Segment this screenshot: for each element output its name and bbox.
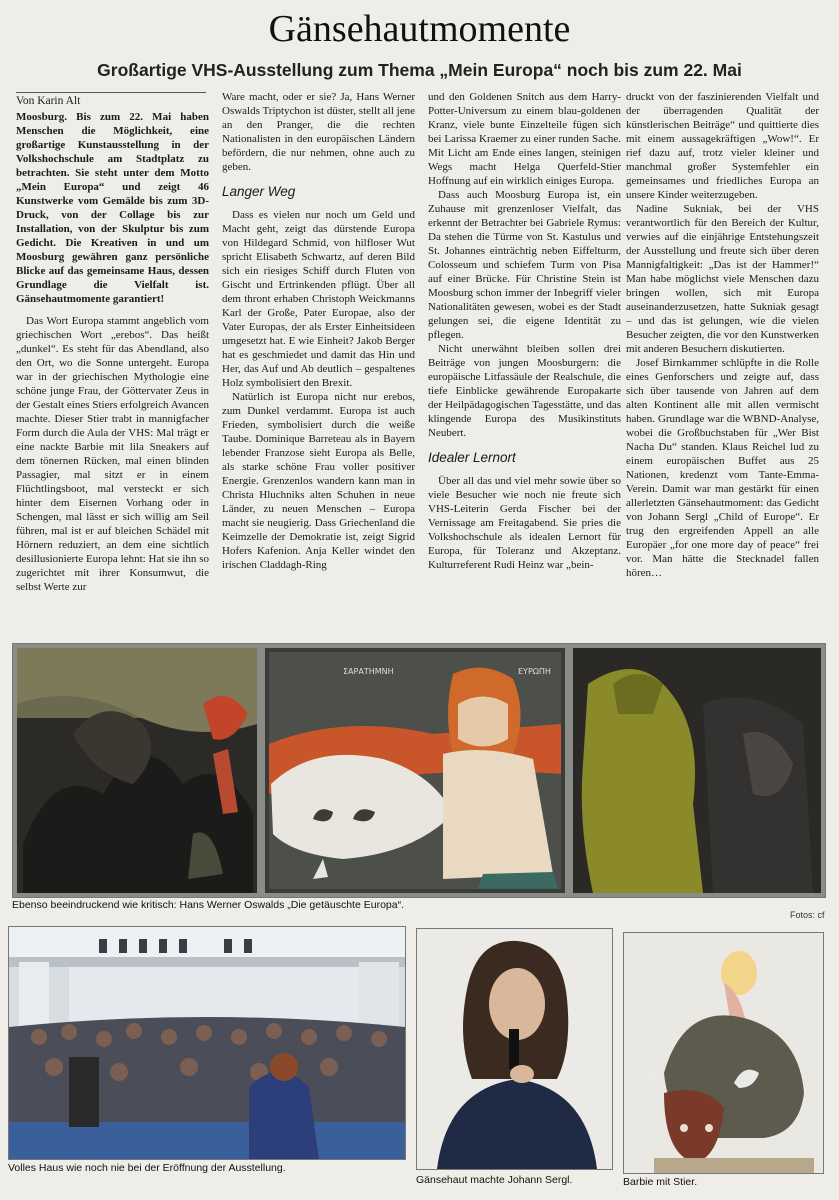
article-paragraph: Dass es vielen nur noch um Geld und Macht geht, zeigt das dürstende Europa von Hildegard Schmid, von hilfloser Wut spricht Elisabeth Schwartz, auf deren Bild sich ein riesiges Schiff durch Fluten von Gischt und Ertrinkenden pflügt. Über all dem thront erhaben Christoph Weickmanns Karl der Große, Pater Europae, also der Vater Europas, der als Erster Einheitsideen umgesetzt hat. E wie Einheit? Jakob Berger hat es geschmiedet und damit das Hin und Her, das Auf und Ab deutlich – gespaltenes Holz symbolisiert den Brexit. xyxy=(222,209,415,389)
photo-credit: Fotos: cf xyxy=(790,910,825,920)
article-paragraph: Natürlich ist Europa nicht nur erebos, zum Dunkel verdammt. Europa ist auch Frieden, symbolisiert durch die weiße Taube. Dominique Barreteau als in Bayern lebender Franzose sieht Europa als Belle, als starke schöne Frau voller positiver Energie. Grenzenlos wandern kann man in Christa Hluchniks alten Schuhen in neue Länder, zu neuen Menschen – Europa macht sie neugierig. Dass Griechenland die Keimzelle der Demokratie ist, zeigt Sigrid Hofers Kafenion. Anja Keller windet den irischen Claddagh-Ring xyxy=(222,391,415,571)
sculpture-illustration xyxy=(624,933,823,1173)
article-paragraph: Nadine Sukniak, bei der VHS verantwortlich für den Bereich der Kultur, verwies auf die einjährige Entstehungszeit der Ausstellung und freute sich über deren Mannigfaltigkeit: „Das ist der Hammer!“ Man habe möglichst viele Menschen dazu bringen wollen, sich mit Europa auseinanderzusetzen, hatte Sukniak gesagt – und das ist gelungen, wie die vielen Besucher zeigten, die vor den Kunstwerken mit anderen Besuchern diskutierten. xyxy=(626,203,819,355)
byline: Von Karin Alt xyxy=(16,95,81,107)
headline: Gänsehautmomente xyxy=(268,8,571,50)
crowd-illustration xyxy=(9,927,405,1159)
triptych-inscription-right: ΕΥΡΩΠΗ xyxy=(518,667,551,676)
subheading-idealer-lernort: Idealer Lernort xyxy=(428,450,516,465)
triptych-inscription-left: ΣΑΡΑΤΗΜΝΗ xyxy=(343,667,394,676)
article-paragraph: Nicht unerwähnt bleiben sollen drei Beiträge von jungen Moosburgern: die europäische Litfassäule der Realschule, die tiefe Einblicke gewährende Europakarte der Heilpädagogischen Tagesstätte, und das klingende Europa des Musikinstituts Neubert. xyxy=(428,343,621,439)
caption-crowd: Volles Haus wie noch nie bei der Eröffnung der Ausstellung. xyxy=(8,1162,286,1174)
subheadline: Großartige VHS-Ausstellung zum Thema „Mein Europa“ noch bis zum 22. Mai xyxy=(97,60,742,80)
article-column-2 xyxy=(222,90,415,630)
article-paragraph: Ware macht, oder er sie? Ja, Hans Werner Oswalds Triptychon ist düster, stellt all jene an den Pranger, die die rechten Nationalisten in den europäischen Ländern befördern, die nur nehmen, ohne auch zu geben. xyxy=(222,91,415,173)
speaker-illustration xyxy=(417,929,612,1169)
article-column-4 xyxy=(626,90,819,630)
caption-speaker: Gänsehaut machte Johann Sergl. xyxy=(416,1174,573,1186)
crowd-photo xyxy=(8,926,406,1160)
triptych-illustration xyxy=(13,644,825,897)
article-paragraph: Das Wort Europa stammt angeblich vom griechischen Wort „erebos“. Das heißt „dunkel“. Es steht für das Abendland, also den Ort, wo die Sonne untergeht. Europa war in der griechischen Mythologie eine schöne junge Frau, der Göttervater Zeus in der Gestalt eines Stiers erfolgreich Avancen machte. Dieser Stier trabt in mannigfacher Form durch die Aula der VHS: Mal trägt er eine nackte Barbie mit lila Sneakers auf dem tönernen Rücken, mal einen blinden Passagier, mal sitzt er in einem Flüchtlingsboot, mal versteckt er sich hinter dem Eisernen Vorhang oder in Schengen, mal lässt er sich willig am Seil führen, mal ist er auf bleichen Schädel mit Hörnern reduziert, an dem eine sichtlich desillusionierte Europa lehnt: Hat sie ihn so zugerichtet mit ihrer Konsumwut, die selbst Werte zur xyxy=(16,315,209,593)
triptych-photo xyxy=(12,643,826,898)
article-lead: Moosburg. Bis zum 22. Mai haben Menschen die Möglichkeit, eine großartige Kunstausstellung in der Volkshochschule am Stadtplatz zu betrachten. Sie steht unter dem Motto „Mein Europa“ und zeigt 46 Kunstwerke vom Gemälde bis zum 3D-Druck, von der Collage bis zur Installation, von der Skulptur bis zum Gedicht. Die Kreativen in und um Moosburg gewähren ganz persönliche Blicke auf das gemeinsame Haus, dessen Grundlage die Vielfalt ist. Gänsehautmomente garantiert! xyxy=(16,111,209,305)
article-paragraph: Über all das und viel mehr sowie über so viele Besucher wie noch nie freute sich VHS-Leiterin Gerda Fischer bei der Vernissage am Freitagabend. Sie pries die Volkshochschule als idealen Lernort für Europa, für Toleranz und Akzeptanz. Kulturreferent Rudi Heinz war „bein- xyxy=(428,475,621,571)
sculpture-photo xyxy=(623,932,824,1174)
subheading-langer-weg: Langer Weg xyxy=(222,184,296,199)
article-column-1 xyxy=(16,110,209,630)
speaker-photo xyxy=(416,928,613,1170)
caption-triptych: Ebenso beeindruckend wie kritisch: Hans Werner Oswalds „Die getäuschte Europa“. xyxy=(12,899,404,911)
byline-divider xyxy=(16,92,206,93)
article-paragraph: Josef Birnkammer schlüpfte in die Rolle eines Genforschers und zeigte auf, dass sich über tausende von Jahren auf dem alten Kontinent alle mit allen vermischt haben. Grundlage war die WBND-Analyse, wobei die Großbuchstaben für „Wer Bist Nacha Du“ standen. Klaus Reichel lud zu einem europäischen Buffet aus 25 Nationen, kredenzt vom Tante-Emma-Verein. Damit war man gestärkt für einen allerletzten Gänsehautmoment: das Gedicht von Johann Sergl „Child of Europe“. Er trug den ergreifenden Appell an alle Europäer „for one more day of peace“ frei vor. Man hätte die Stecknadel fallen hören… xyxy=(626,357,819,579)
article-paragraph: druckt von der faszinierenden Vielfalt und der überragenden Qualität der künstlerischen Beiträge“ und quittierte dies mit einem aussagekräftigen „Wow!“. Er rief dazu auf, trotz vieler kleiner und manchmal großer Systemfehler ein gemeinsames und friedliches Europa an unsere Kinder weiterzugeben. xyxy=(626,91,819,201)
article-paragraph: und den Goldenen Snitch aus dem Harry-Potter-Universum zu einem blau-goldenen Kranz, viele bunte Einzelteile fügen sich bei Larissa Kraemer zu einer runden Sache. Mit Licht am Ende eines langen, steinigen Wegs macht Helga Querfeld-Stier Hoffnung auf ein wirklich einiges Europa. xyxy=(428,91,621,187)
article-paragraph: Dass auch Moosburg Europa ist, ein Zuhause mit grenzenloser Vielfalt, das erkennt der Betrachter bei Gabriele Rymus: Da stehen die Türme von St. Kastulus und St. Johannes einträchtig neben Eiffelturm, Colosseum und schiefem Turm von Pisa auf einer Brücke. Für Christine Stein ist Moosburg schon immer der Inbegriff vieler Nationalitäten gewesen, wobei es der Stadt gelungen sei, die eigene Identität zu pflegen. xyxy=(428,189,621,341)
article-column-3 xyxy=(428,90,621,630)
caption-sculpture: Barbie mit Stier. xyxy=(623,1176,698,1188)
